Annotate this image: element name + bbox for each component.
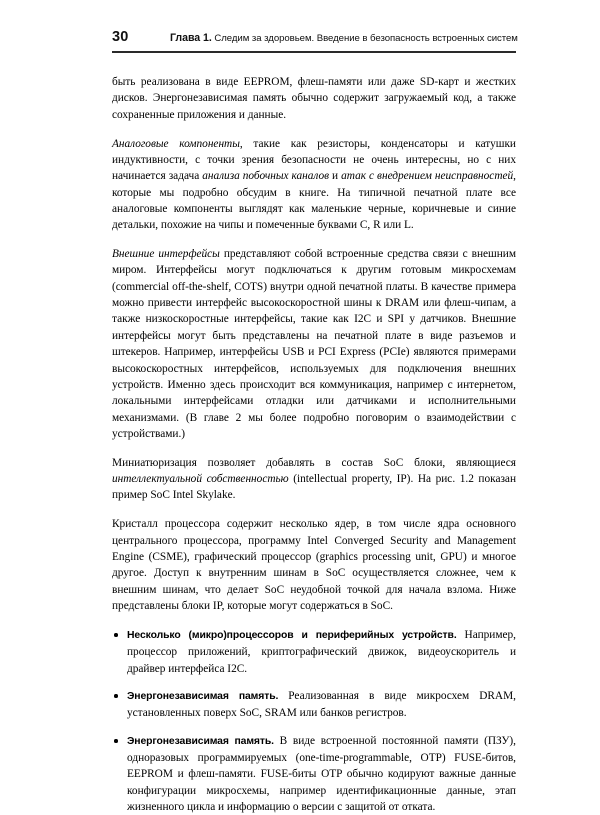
list-item	[112, 688, 516, 722]
ip-block-list	[112, 627, 516, 815]
text-run-italic: атак с внедрением неисправностей	[341, 170, 514, 183]
text-column	[112, 74, 516, 815]
paragraph-2	[112, 136, 516, 234]
list-item-text: Например, процессор приложений, криптографический движок, видеоускоритель и драйвер интерфейса I2C.	[127, 628, 516, 675]
bullet-dot-icon	[114, 694, 118, 698]
running-head-title	[170, 33, 518, 45]
text-run-roman: Миниатюризация позволяет добавлять в состав SoC блоки, являющиеся	[112, 456, 516, 469]
text-run-roman: (intellectual property, IP). На рис. 1.2 показан пример SoC Intel Skylake.	[112, 473, 516, 502]
list-item-lead: Несколько (микро)процессоров и периферийных устройств.	[127, 629, 457, 641]
text-run-italic: Аналоговые компоненты	[112, 137, 240, 150]
running-head	[112, 30, 516, 52]
text-run-italic: анализа побочных каналов	[202, 170, 330, 183]
text-run-roman: , такие как резисторы, конденсаторы и катушки индуктивности, с точки зрения безопасности не очень интересны, но с них начинается задача	[112, 137, 516, 183]
text-run-roman: , которые мы подробно обсудим в книге. На типичной печатной плате все аналоговые компоненты выглядят как маленькие черные, коричневые и синие детальки, похожие на чипы и помеченные буквами C, R или L.	[112, 170, 516, 232]
text-run-roman: и	[329, 170, 342, 183]
list-item	[112, 627, 516, 677]
list-item-text: Реализованная в виде микросхем DRAM, установленных поверх SoC, SRAM или банков регистров.	[127, 689, 516, 720]
bullet-dot-icon	[114, 739, 118, 743]
paragraph-3	[112, 246, 516, 442]
list-item-text: В виде встроенной постоянной памяти (ПЗУ), одноразовых программируемых (one-time-programmable, OTP) FUSE-битов, EEPROM и флеш-памяти. FUSE-биты OTP обычно кодируют важные данные конфигурации микросхемы, например идентификационные данные, этап жизненного цикла и информацию о версии с защитой от отката.	[127, 734, 516, 813]
chapter-label: Глава 1.	[170, 32, 212, 44]
text-run-roman: быть реализована в виде EEPROM, флеш-памяти или даже SD-карт и жестких дисков. Энергонезависимая память обычно содержит загружаемый код, а также сохраненные приложения и данные.	[112, 76, 516, 121]
page-number: 30	[112, 29, 129, 45]
text-run-roman: представляют собой встроенные средства связи с внешним миром. Интерфейсы могут подключаться к другим готовым микросхемам (commercial off-the-shelf, COTS) внутри одной печатной платы. В качестве примера можно привести интерфейс высокоскоростной шины к DRAM или флеш-чипам, а также низкоскоростные интерфейсы, такие как I2C и SPI у датчиков. Внешние интерфейсы могут быть представлены на печатной плате в виде разъемов и штекеров. Например, интерфейсы USB и PCI Express (PCIe) являются примерами высокоскоростных интерфейсов, используемых для подключения внешних устройств. Именно здесь происходит вся коммуникация, например с интернетом, локальными интерфейсами отладки или датчиками и исполнительными механизмами. (В главе 2 мы более подробно поговорим о взаимодействии с устройствами.)	[112, 248, 516, 440]
header-divider	[112, 51, 516, 53]
paragraph-1	[112, 74, 516, 123]
list-item-lead: Энергонезависимая память.	[127, 735, 274, 747]
paragraph-4	[112, 455, 516, 504]
text-run-italic: Внешние интерфейсы	[112, 248, 220, 261]
text-run-roman: Кристалл процессора содержит несколько ядер, в том числе ядра основного центрального процессора, программу Intel Converged Security and Management Engine (CSME), графический процессор (graphics processing unit, GPU) и многое другое. Доступ к внутренним шинам в SoC осуществляется сложнее, чем к внешним шинам, что делает SoC неудобной точкой для начала взлома. Ниже представлены блоки IP, которые могут содержаться в SoC.	[112, 518, 516, 612]
bullet-dot-icon	[114, 633, 118, 637]
list-item-lead: Энергонезависимая память.	[127, 690, 279, 702]
chapter-title: Следим за здоровьем. Введение в безопасность встроенных систем	[214, 33, 518, 44]
list-item	[112, 733, 516, 815]
text-run-italic: интеллектуальной собственностью	[112, 473, 289, 486]
paragraph-5	[112, 516, 516, 614]
